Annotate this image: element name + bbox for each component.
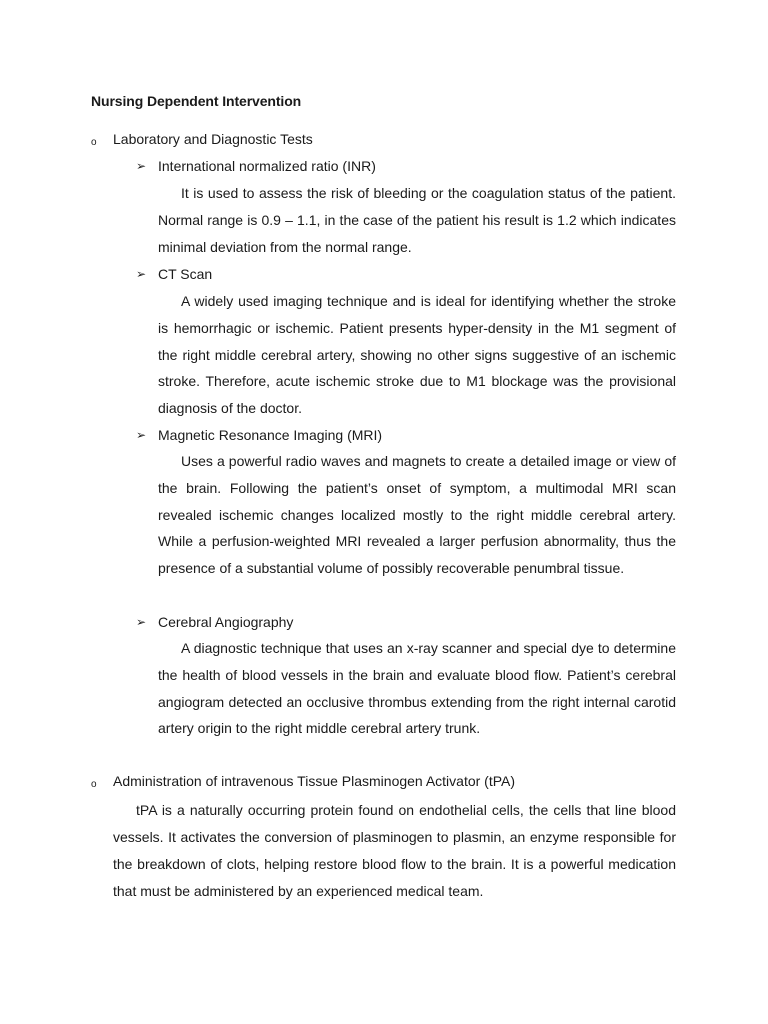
subsection-title-inr: International normalized ratio (INR) xyxy=(158,158,376,174)
paragraph-ct: A widely used imaging technique and is ideal for identifying whether the stroke is hemorrhagic or ischemic. Patient presents hyper-density in the M1 segment of the right middle cerebral artery, showing no other signs suggestive of an ischemic stroke. Therefore, acute ischemic stroke due to M1 blockage was the provisional diagnosis of the doctor. xyxy=(158,293,676,417)
paragraph-mri: Uses a powerful radio waves and magnets to create a detailed image or view of the brain. Following the patient’s onset of symptom, a multimodal MRI scan revealed ischemic changes localized mostly to the right middle cerebral artery. While a perfusion-weighted MRI revealed a larger perfusion abnormality, thus the presence of a substantial volume of possibly recoverable penumbral tissue. xyxy=(158,453,676,577)
document-heading: Nursing Dependent Intervention xyxy=(91,93,302,109)
arrow-bullet-icon: ➢ xyxy=(136,159,147,173)
section-title: Laboratory and Diagnostic Tests xyxy=(113,131,313,147)
subsection-title-mri: Magnetic Resonance Imaging (MRI) xyxy=(158,427,383,443)
circle-bullet-icon: o xyxy=(91,137,97,148)
arrow-bullet-icon: ➢ xyxy=(136,428,147,442)
paragraph-angiography: A diagnostic technique that uses an x-ray scanner and special dye to determine the health of blood vessels in the brain and evaluate blood flow. Patient’s cerebral angiogram detected an occlusive thrombus extending from the right internal carotid artery origin to the right middle cerebral artery trunk. xyxy=(158,640,676,737)
arrow-bullet-icon: ➢ xyxy=(136,267,147,281)
paragraph-tpa: tPA is a naturally occurring protein found on endothelial cells, the cells that line blood vessels. It activates the conversion of plasminogen to plasmin, an enzyme responsible for the breakdown of clots, helping restore blood flow to the brain. It is a powerful medication that must be administered by an experienced medical team. xyxy=(113,802,676,899)
subsection-title-angiography: Cerebral Angiography xyxy=(158,614,294,630)
circle-bullet-icon: o xyxy=(91,779,97,790)
arrow-bullet-icon: ➢ xyxy=(136,615,147,629)
subsection-title-ct: CT Scan xyxy=(158,266,213,282)
paragraph-inr: It is used to assess the risk of bleeding or the coagulation status of the patient. Normal range is 0.9 – 1.1, in the case of the patient his result is 1.2 which indicates minimal deviation from the normal range. xyxy=(158,185,676,255)
section-title: Administration of intravenous Tissue Plasminogen Activator (tPA) xyxy=(113,773,516,789)
